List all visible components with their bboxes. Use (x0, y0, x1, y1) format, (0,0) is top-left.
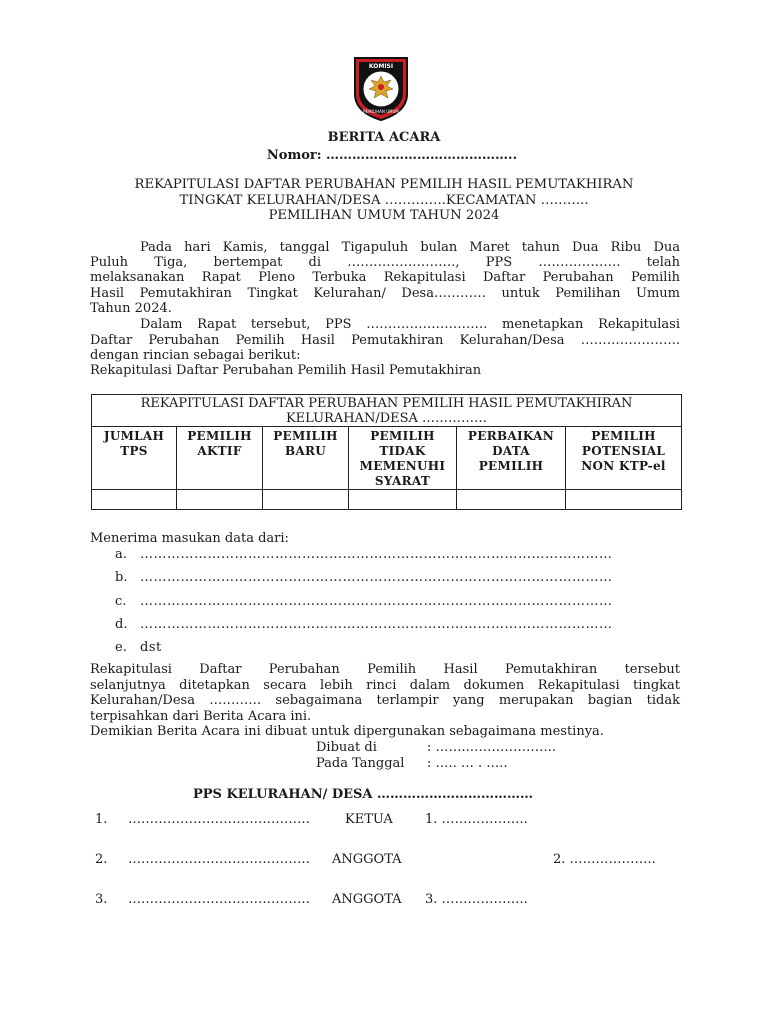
made-at-label: Dibuat di (316, 740, 377, 755)
date-label: Pada Tanggal (316, 756, 405, 771)
subtitle-line-2: TINGKAT KELURAHAN/DESA …………..KECAMATAN ……….. (179, 193, 589, 208)
header-word: BARU (284, 444, 327, 458)
table-title (92, 395, 682, 427)
table-cell (349, 490, 457, 510)
signature-role: KETUA (345, 812, 393, 827)
closing-line-5: Demikian Berita Acara ini dibuat untuk dipergunakan sebagaimana mestinya. (90, 724, 604, 739)
paragraph-1-line-4: Hasil Pemutakhiran Tingkat Kelurahan/ Desa………… untuk Pemilihan Umum (90, 286, 680, 301)
column-header-pemilih-tms (349, 427, 457, 490)
signature-number: 2. (95, 852, 108, 867)
list-item-text: …………………………………………………………………………………………… (140, 570, 613, 585)
table-cell (177, 490, 263, 510)
header-word: AKTIF (197, 444, 242, 458)
signature-number: 1. (95, 812, 108, 827)
paragraph-2-line-2: Daftar Perubahan Pemilih Hasil Pemutakhiran Kelurahan/Desa ………………….. (90, 333, 680, 348)
column-header-jumlah-tps (92, 427, 177, 490)
signature-line: 3. ……………….. (425, 892, 528, 907)
header-word: SYARAT (374, 474, 431, 488)
table-row (92, 490, 682, 510)
closing-line-2: selanjutnya ditetapkan secara lebih rinci dalam dokumen Rekapitulasi tingkat (90, 678, 680, 693)
list-item-letter: c. (115, 594, 127, 609)
header-word: JUMLAH (103, 429, 165, 443)
table-cell (92, 490, 177, 510)
list-item-text: dst (140, 640, 162, 655)
table-title-line-1: REKAPITULASI DAFTAR PERUBAHAN PEMILIH HASIL PEMUTAKHIRAN (140, 396, 633, 411)
date-value: : ….. … . ….. (427, 756, 508, 771)
table-cell (263, 490, 349, 510)
list-item-letter: d. (115, 617, 128, 632)
paragraph-1-line-3: melaksanakan Rapat Pleno Terbuka Rekapitulasi Daftar Perubahan Pemilih (90, 270, 680, 285)
paragraph-1-line-2: Puluh Tiga, bertempat di ……………………., PPS ………………. telah (90, 255, 680, 270)
signature-name: …………………………………… (128, 852, 310, 867)
header-word: NON KTP-el (581, 459, 666, 473)
header-word: DATA (492, 444, 530, 458)
subtitle-line-1: REKAPITULASI DAFTAR PERUBAHAN PEMILIH HASIL PEMUTAKHIRAN (134, 177, 634, 192)
closing-line-4: terpisahkan dari Berita Acara ini. (90, 709, 312, 724)
kpu-logo (353, 56, 409, 122)
signature-heading: PPS KELURAHAN/ DESA ……………………………… (193, 787, 534, 802)
signature-line: 2. ……………….. (553, 852, 656, 867)
header-word: PEMILIH (478, 459, 544, 473)
table-cell (566, 490, 682, 510)
closing-line-1: Rekapitulasi Daftar Perubahan Pemilih Hasil Pemutakhiran tersebut (90, 662, 680, 677)
header-word: TIDAK (379, 444, 426, 458)
paragraph-1-line-1: Pada hari Kamis, tanggal Tigapuluh bulan Maret tahun Dua Ribu Dua (140, 240, 680, 255)
list-item-text: …………………………………………………………………………………………… (140, 594, 613, 609)
recap-table (91, 394, 682, 510)
header-word: POTENSIAL (581, 444, 666, 458)
signature-role: ANGGOTA (332, 852, 402, 867)
made-at-value: : ……..……………….. (427, 740, 557, 755)
table-title-line-2: KELURAHAN/DESA …………… (285, 411, 488, 426)
doc-type-title: BERITA ACARA (327, 130, 441, 145)
paragraph-1-line-5: Tahun 2024. (90, 301, 172, 316)
signature-role: ANGGOTA (332, 892, 402, 907)
signature-name: …………………………………… (128, 892, 310, 907)
list-item-text: …………………………………………………………………………………………… (140, 547, 613, 562)
paragraph-2-line-1: Dalam Rapat tersebut, PPS ………………………. menetapkan Rekapitulasi (140, 317, 680, 332)
list-item-letter: e. (115, 640, 127, 655)
header-word: TPS (120, 444, 148, 458)
table-caption: Rekapitulasi Daftar Perubahan Pemilih Hasil Pemutakhiran (90, 363, 482, 378)
header-word: MEMENUHI (359, 459, 446, 473)
header-word: PEMILIH (187, 429, 252, 443)
closing-line-3: Kelurahan/Desa ………… sebagaimana terlampir yang merupakan bagian tidak (90, 693, 680, 708)
signature-line: 1. ……………….. (425, 812, 528, 827)
list-item-letter: b. (115, 570, 128, 585)
subtitle-line-3: PEMILIHAN UMUM TAHUN 2024 (268, 208, 500, 223)
header-word: PEMILIH (273, 429, 338, 443)
table-cell (457, 490, 566, 510)
logo-ring-text: PEMILIHAN UMUM (363, 109, 399, 114)
list-item-letter: a. (115, 547, 127, 562)
list-item-text: …………………………………………………………………………………………… (140, 617, 613, 632)
logo-top-text: KOMISI (368, 63, 394, 70)
column-header-pemilih-aktif (177, 427, 263, 490)
paragraph-2-line-3: dengan rincian sebagai berikut: (90, 348, 301, 363)
column-header-potensial-non-ktp (566, 427, 682, 490)
signature-name: …………………………………… (128, 812, 310, 827)
input-list-intro: Menerima masukan data dari: (90, 531, 289, 546)
column-header-perbaikan-data (457, 427, 566, 490)
header-word: PEMILIH (591, 429, 656, 443)
signature-number: 3. (95, 892, 108, 907)
column-header-pemilih-baru (263, 427, 349, 490)
doc-number: Nomor: …………………………………….. (266, 148, 518, 163)
header-word: PEMILIH (370, 429, 435, 443)
header-word: PERBAIKAN (467, 429, 555, 443)
